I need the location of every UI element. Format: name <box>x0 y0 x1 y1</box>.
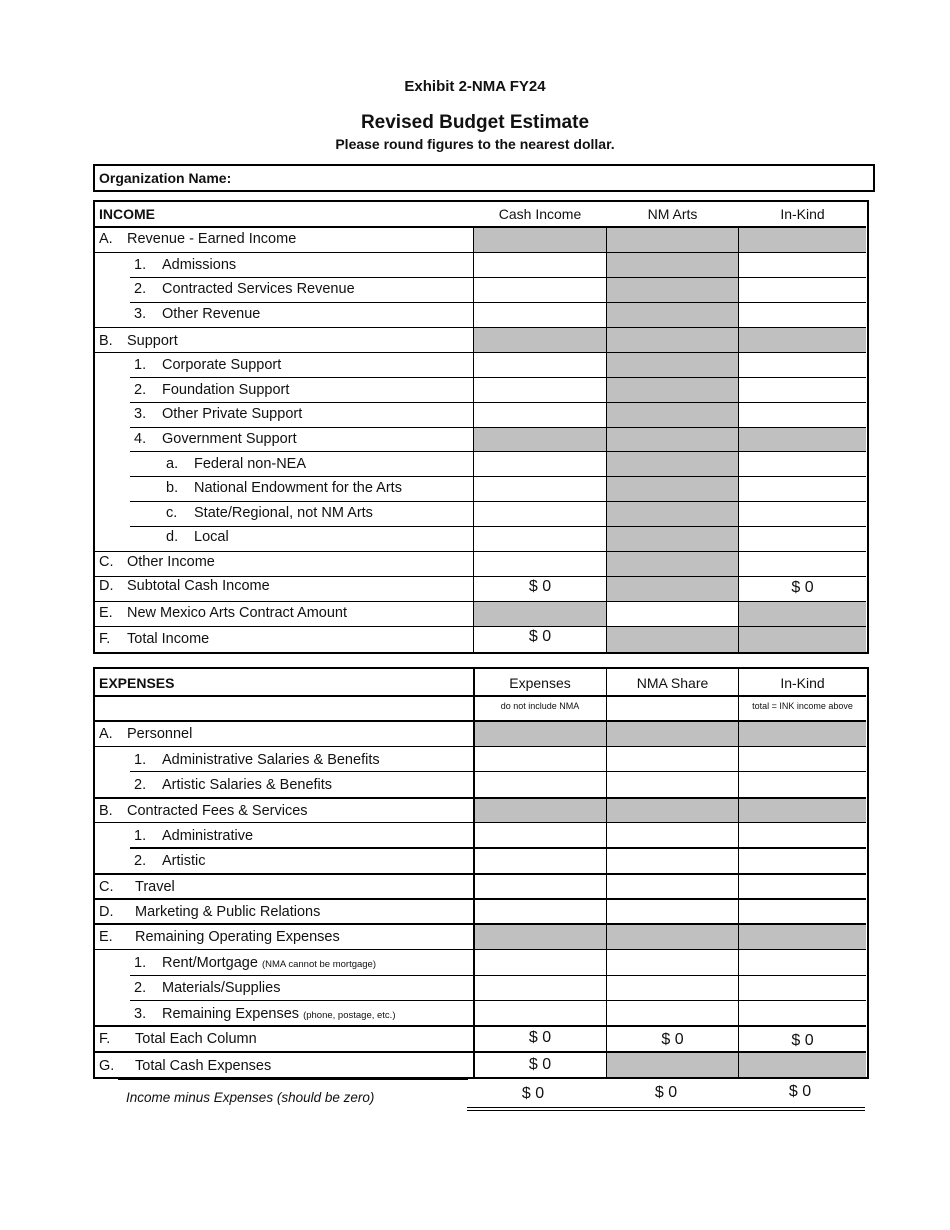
expense-row-e: E. Remaining Operating Expenses <box>99 929 340 945</box>
income-row-b2: 2. Foundation Support <box>134 382 290 398</box>
income-row-f: F. Total Income <box>99 631 210 647</box>
expense-row-a: A. Personnel <box>99 726 193 742</box>
expense-row-f: F. Total Each Column <box>99 1031 257 1047</box>
expense-row-c: C. Travel <box>99 879 175 895</box>
expense-row-g: G. Total Cash Expenses <box>99 1058 272 1074</box>
col-nma-share: NMA Share <box>636 675 709 691</box>
col-expenses: Expenses <box>509 675 571 691</box>
expenses-header: EXPENSES <box>99 675 175 691</box>
expense-row-e1: 1. Rent/Mortgage (NMA cannot be mortgage) <box>134 955 377 971</box>
income-row-b4d: d. Local <box>166 529 229 545</box>
organization-name-field[interactable] <box>93 164 875 192</box>
expense-row-b: B. Contracted Fees & Services <box>99 803 308 819</box>
income-row-b3: 3. Other Private Support <box>134 406 303 422</box>
income-table <box>93 200 869 654</box>
income-row-c: C. Other Income <box>99 554 215 570</box>
income-row-b4c: c. State/Regional, not NM Arts <box>166 505 373 521</box>
income-header: INCOME <box>99 206 155 222</box>
total-expenses-value: $ 0 <box>528 1029 552 1046</box>
income-row-b4a: a. Federal non-NEA <box>166 456 307 472</box>
difference-label: Income minus Expenses (should be zero) <box>126 1090 375 1105</box>
organization-name-label: Organization Name: <box>99 170 232 186</box>
income-row-b: B. Support <box>99 333 178 349</box>
income-row-a1: 1. Admissions <box>134 257 237 273</box>
income-row-a3: 3. Other Revenue <box>134 306 261 322</box>
total-nma-share-value: $ 0 <box>661 1031 684 1048</box>
expenses-table <box>93 667 869 1079</box>
difference-expenses-value: $ 0 <box>521 1085 545 1102</box>
expense-row-b2: 2. Artistic <box>134 853 206 869</box>
col-cash-income: Cash Income <box>498 206 582 222</box>
expense-row-a2: 2. Artistic Salaries & Benefits <box>134 777 333 793</box>
subtotal-inkind-value: $ 0 <box>791 579 814 596</box>
exhibit-label: Exhibit 2-NMA FY24 <box>404 78 546 95</box>
expense-row-b1: 1. Administrative <box>134 828 254 844</box>
total-cash-expenses-value: $ 0 <box>528 1056 552 1073</box>
difference-inkind-value: $ 0 <box>788 1083 812 1100</box>
note-do-not-include-nma: do not include NMA <box>500 701 580 711</box>
total-income-value: $ 0 <box>528 628 552 645</box>
income-row-b4: 4. Government Support <box>134 431 297 447</box>
note-total-ink-income: total = INK income above <box>752 701 853 711</box>
subtotal-cash-value: $ 0 <box>528 578 552 595</box>
page-subtitle: Please round figures to the nearest dollar. <box>335 136 615 152</box>
income-row-b4b: b. National Endowment for the Arts <box>166 480 402 496</box>
col-in-kind: In-Kind <box>780 206 825 222</box>
expense-row-e2: 2. Materials/Supplies <box>134 980 281 996</box>
col-nm-arts: NM Arts <box>647 206 698 222</box>
income-row-b1: 1. Corporate Support <box>134 357 282 373</box>
income-row-e: E. New Mexico Arts Contract Amount <box>99 605 347 621</box>
income-row-a2: 2. Contracted Services Revenue <box>134 281 355 297</box>
expense-row-a1: 1. Administrative Salaries & Benefits <box>134 752 380 768</box>
total-expense-inkind-value: $ 0 <box>791 1032 814 1049</box>
income-row-d: D. Subtotal Cash Income <box>99 578 270 594</box>
expense-row-d: D. Marketing & Public Relations <box>99 904 321 920</box>
col-expense-in-kind: In-Kind <box>780 675 825 691</box>
difference-nma-value: $ 0 <box>654 1084 678 1101</box>
page-title: Revised Budget Estimate <box>360 112 590 133</box>
income-row-a: A. Revenue - Earned Income <box>99 231 297 247</box>
expense-row-e3: 3. Remaining Expenses (phone, postage, etc.) <box>134 1006 396 1022</box>
